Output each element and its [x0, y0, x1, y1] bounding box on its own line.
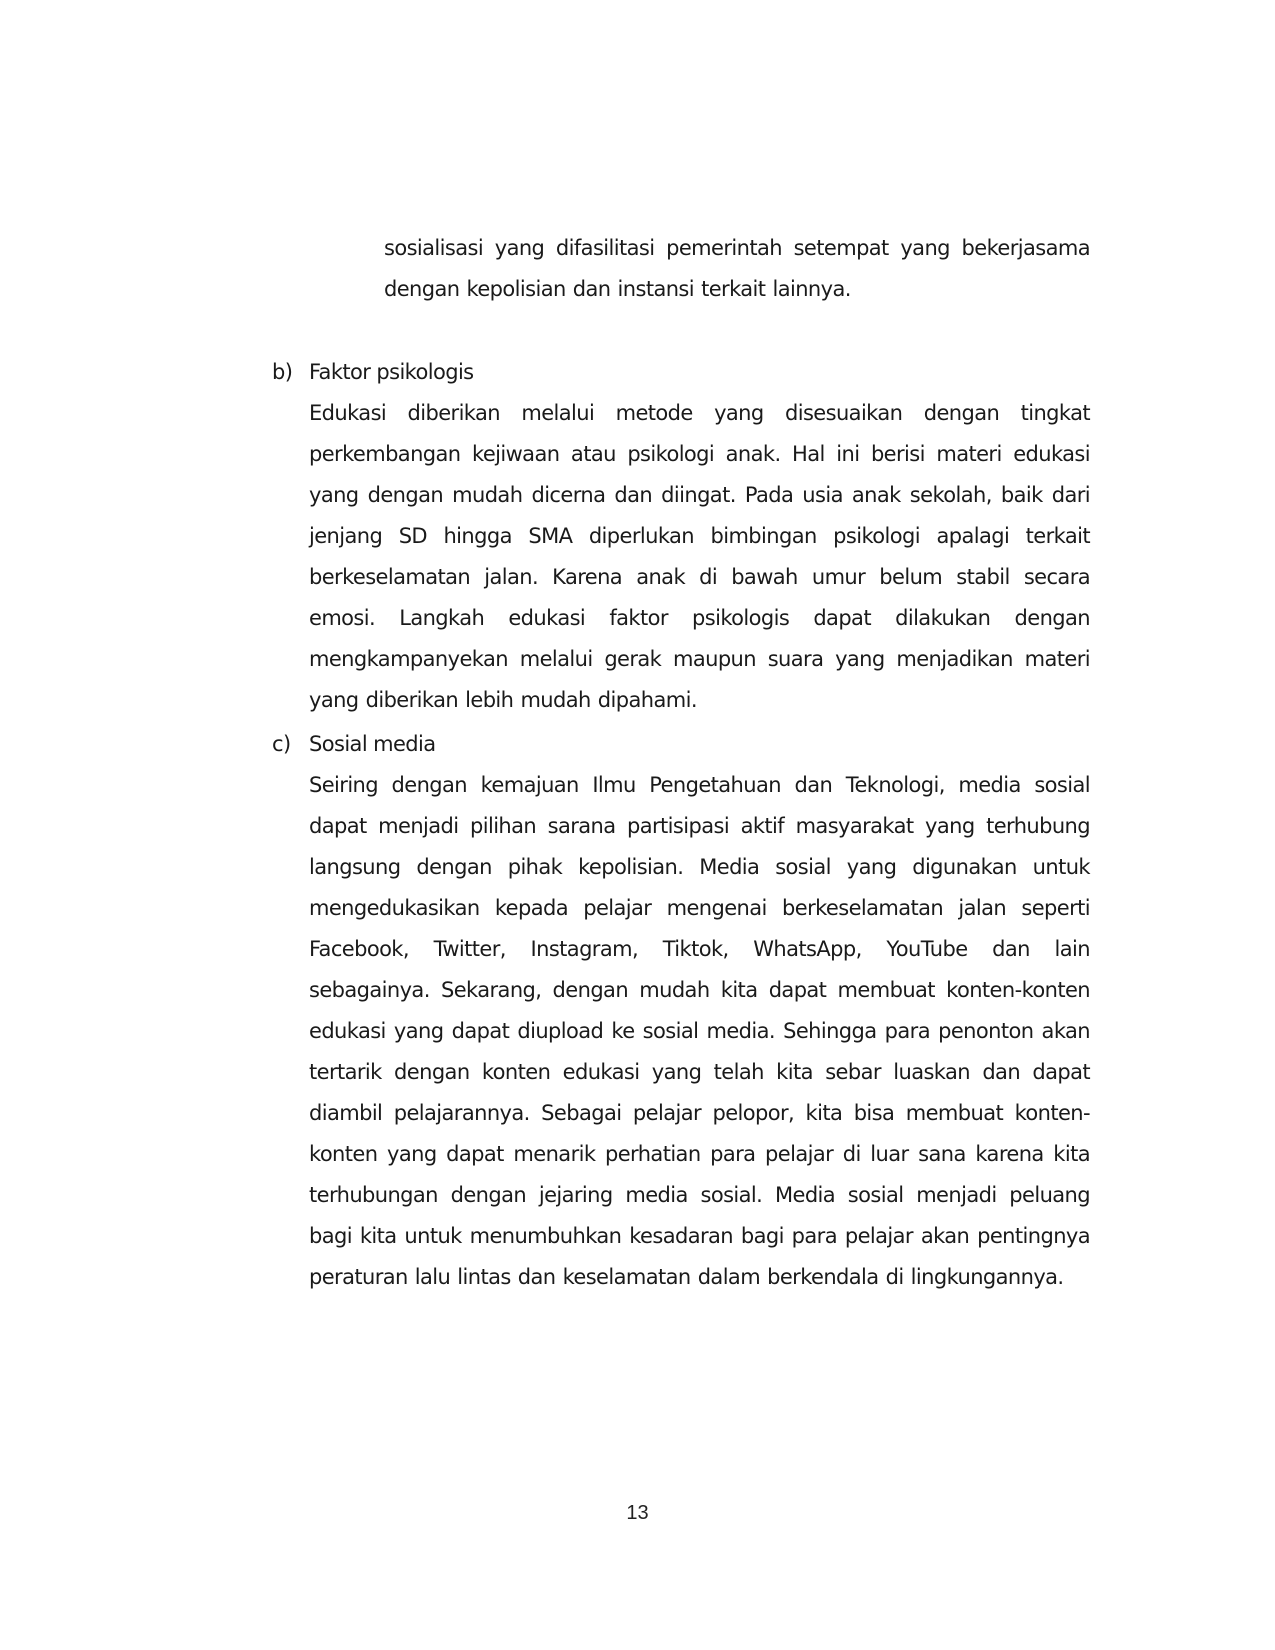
item-body: Edukasi diberikan melalui metode yang disesuaikan dengan tingkat perkembangan kejiwaan atau psikologi anak. Hal ini berisi materi edukasi yang dengan mudah dicerna dan diingat. Pada usia anak sekolah, baik dari jenjang SD hingga SMA diperlukan bimbingan psikologi apalagi terkait berkeselamatan jalan. Karena anak di bawah umur belum stabil secara emosi. Langkah edukasi faktor psikologis dapat dilakukan dengan mengkampanyekan melalui gerak maupun suara yang menjadikan materi yang diberikan lebih mudah dipahami.	[309, 401, 1090, 712]
list-marker: b)	[272, 360, 293, 384]
page-number: 13	[626, 1502, 649, 1524]
continuation-paragraph	[384, 228, 1090, 310]
continuation-text: sosialisasi yang difasilitasi pemerintah setempat yang bekerjasama dengan kepolisian dan instansi terkait lainnya.	[384, 236, 1090, 301]
item-body: Seiring dengan kemajuan Ilmu Pengetahuan dan Teknologi, media sosial dapat menjadi pilihan sarana partisipasi aktif masyarakat yang terhubung langsung dengan pihak kepolisian. Media sosial yang digunakan untuk mengedukasikan kepada pelajar mengenai berkeselamatan jalan seperti Facebook, Twitter, Instagram, Tiktok, WhatsApp, YouTube dan lain sebagainya. Sekarang, dengan mudah kita dapat membuat konten-konten edukasi yang dapat diupload ke sosial media. Sehingga para penonton akan tertarik dengan konten edukasi yang telah kita sebar luaskan dan dapat diambil pelajarannya. Sebagai pelajar pelopor, kita bisa membuat konten-konten yang dapat menarik perhatian para pelajar di luar sana karena kita terhubungan dengan jejaring media sosial. Media sosial menjadi peluang bagi kita untuk menumbuhkan kesadaran bagi para pelajar akan pentingnya peraturan lalu lintas dan keselamatan dalam berkendala di lingkungannya.	[309, 773, 1090, 1289]
item-heading: Faktor psikologis	[309, 360, 474, 384]
list-marker: c)	[272, 732, 291, 756]
item-heading: Sosial media	[309, 732, 436, 756]
